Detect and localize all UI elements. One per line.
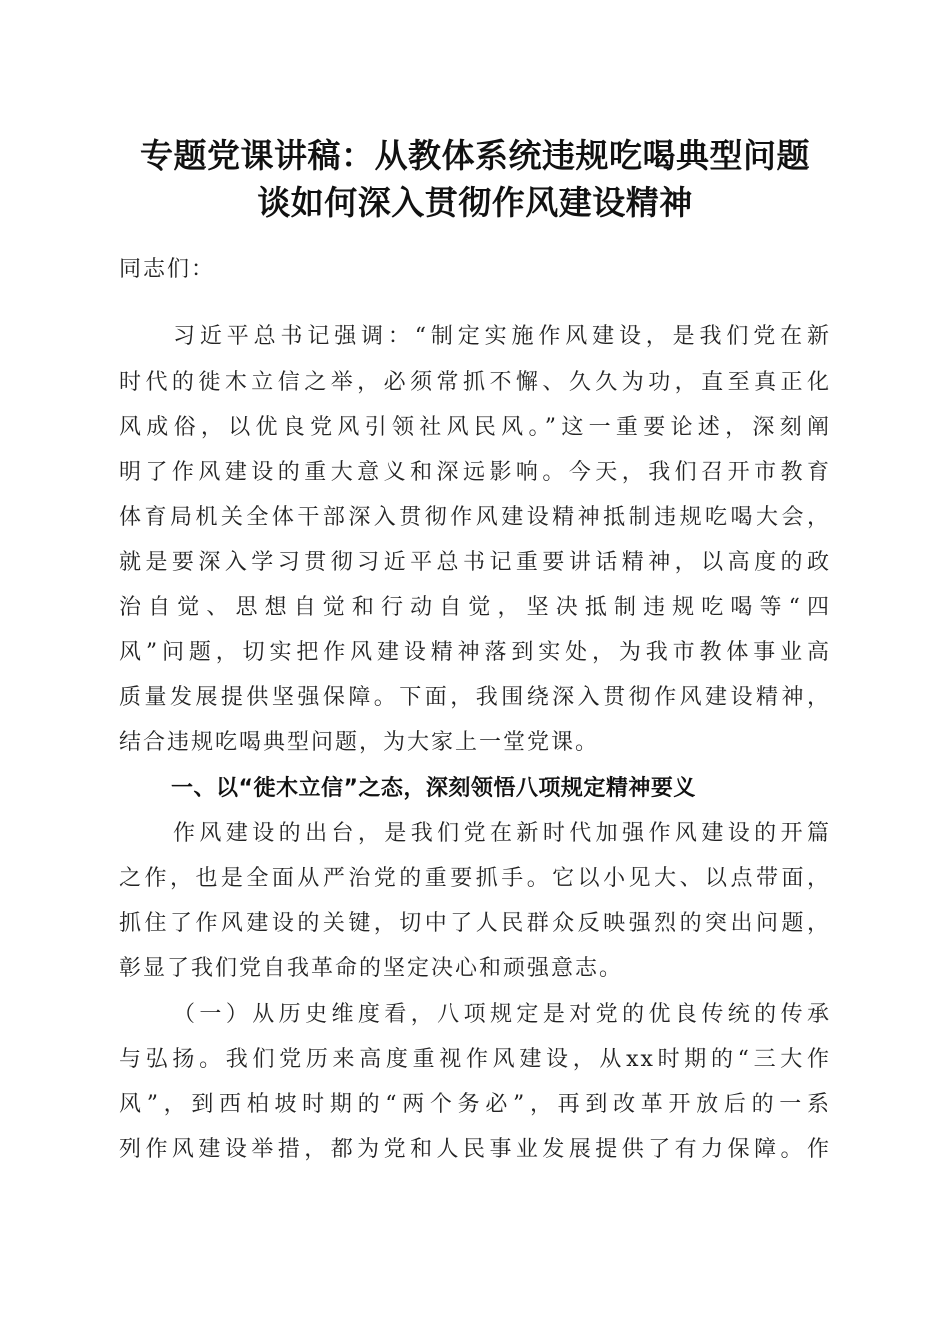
paragraph-line: 明了作风建设的重大意义和深远影响。今天，我们召开市教育 bbox=[119, 460, 831, 485]
section-heading: 一、以“徙木立信”之态，深刻领悟八项规定精神要义 bbox=[171, 776, 696, 801]
paragraph-line: 治自觉、思想自觉和行动自觉，坚决抵制违规吃喝等“四 bbox=[119, 595, 831, 620]
paragraph-line: 风”问题，切实把作风建设精神落到实处，为我市教体事业高 bbox=[119, 640, 831, 665]
paragraph-line: 风”，到西柏坡时期的“两个务必”，再到改革开放后的一系 bbox=[119, 1092, 831, 1117]
paragraph-line: 结合违规吃喝典型问题，为大家上一堂党课。 bbox=[119, 730, 600, 755]
paragraph-line: 与弘扬。我们党历来高度重视作风建设，从xx时期的“三大作 bbox=[119, 1047, 831, 1072]
paragraph-line: 列作风建设举措，都为党和人民事业发展提供了有力保障。作 bbox=[119, 1137, 831, 1162]
document-title-line-2: 谈如何深入贯彻作风建设精神 bbox=[257, 183, 693, 222]
document-body bbox=[119, 0, 831, 1344]
paragraph-line: 彰显了我们党自我革命的坚定决心和顽强意志。 bbox=[119, 956, 624, 981]
paragraph-line: 时代的徙木立信之举，必须常抓不懈、久久为功，直至真正化 bbox=[119, 370, 831, 395]
salutation: 同志们： bbox=[119, 257, 216, 282]
paragraph-line: 风成俗，以优良党风引领社风民风。”这一重要论述，深刻阐 bbox=[119, 415, 831, 440]
paragraph-line: 之作，也是全面从严治党的重要抓手。它以小见大、以点带面， bbox=[119, 866, 831, 891]
paragraph-line: （一）从历史维度看，八项规定是对党的优良传统的传承 bbox=[173, 1002, 831, 1027]
document-title-line-1: 专题党课讲稿：从教体系统违规吃喝典型问题 bbox=[140, 136, 810, 175]
paragraph-line: 就是要深入学习贯彻习近平总书记重要讲话精神，以高度的政 bbox=[119, 550, 831, 575]
paragraph-line: 质量发展提供坚强保障。下面，我围绕深入贯彻作风建设精神， bbox=[119, 685, 831, 710]
paragraph-line: 作风建设的出台，是我们党在新时代加强作风建设的开篇 bbox=[173, 821, 831, 846]
paragraph-line: 习近平总书记强调：“制定实施作风建设，是我们党在新 bbox=[173, 324, 831, 349]
paragraph-line: 抓住了作风建设的关键，切中了人民群众反映强烈的突出问题， bbox=[119, 911, 831, 936]
paragraph-line: 体育局机关全体干部深入贯彻作风建设精神抵制违规吃喝大会， bbox=[119, 505, 831, 530]
